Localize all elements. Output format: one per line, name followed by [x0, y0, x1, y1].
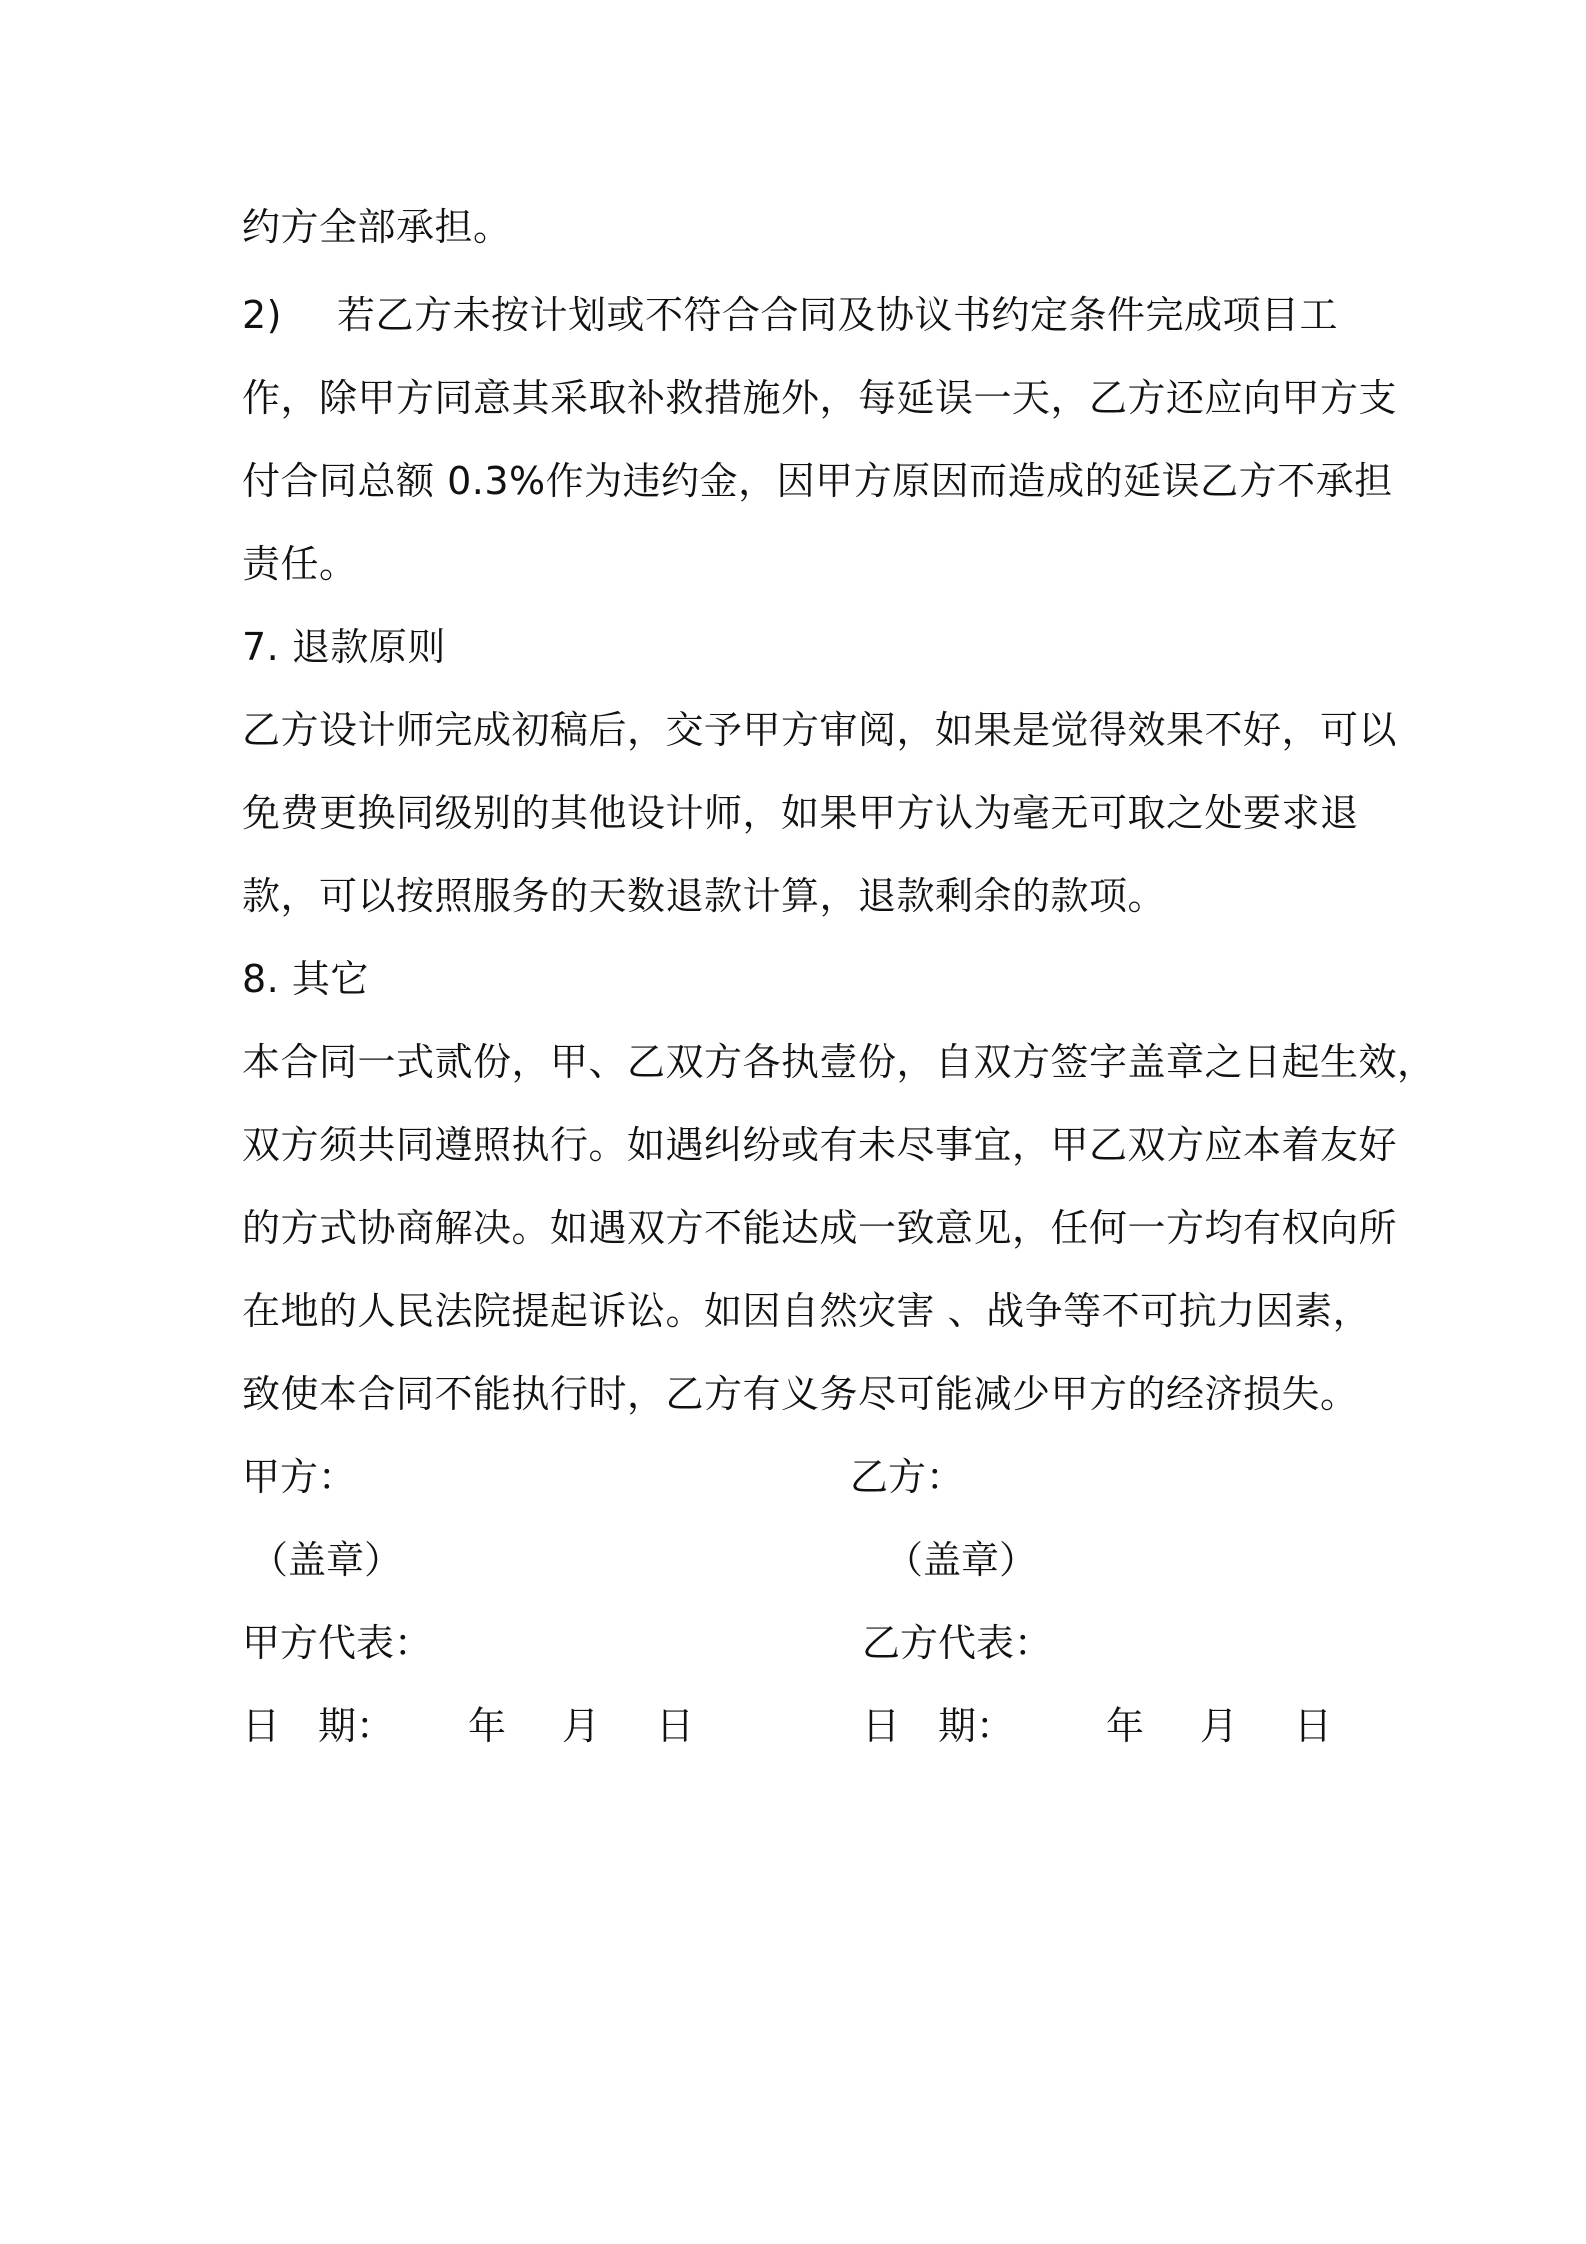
section-heading-other: 8. 其它 [242, 957, 369, 1001]
party-b-date-year: 年 [1106, 1704, 1145, 1748]
paragraph-line: 付合同总额 0.3%作为违约金，因甲方原因而造成的延误乙方不承担 [242, 459, 1393, 503]
paragraph-continuation [242, 202, 1362, 252]
paragraph-line: 双方须共同遵照执行。如遇纠纷或有未尽事宜，甲乙双方应本着友好 [242, 1123, 1398, 1167]
party-a-date-label: 日 期： [242, 1704, 395, 1748]
section-heading-refund: 7. 退款原则 [242, 625, 446, 669]
list-item-text: 若乙方未按计划或不符合合同及协议书约定条件完成项目工 [337, 293, 1339, 337]
paragraph-line: 责任。 [242, 542, 358, 586]
party-b-label: 乙方： [850, 1455, 965, 1499]
party-b-representative: 乙方代表： [862, 1621, 1053, 1665]
paragraph-line: 乙方设计师完成初稿后，交予甲方审阅，如果是觉得效果不好，可以 [242, 708, 1398, 752]
paragraph-line: 的方式协商解决。如遇双方不能达成一致意见，任何一方均有权向所 [242, 1206, 1398, 1250]
party-b-date-month: 月 [1200, 1704, 1239, 1748]
party-b-date-day: 日 [1294, 1704, 1333, 1748]
paragraph-line: 免费更换同级别的其他设计师，如果甲方认为毫无可取之处要求退 [242, 791, 1359, 835]
paragraph-line: 致使本合同不能执行时，乙方有义务尽可能减少甲方的经济损失。 [242, 1372, 1359, 1416]
paragraph-line: 本合同一式贰份，甲、乙双方各执壹份，自双方签字盖章之日起生效， [242, 1040, 1436, 1084]
list-item-2 [242, 290, 1362, 340]
party-a-representative: 甲方代表： [242, 1621, 433, 1665]
paragraph-line: 款，可以按照服务的天数退款计算，退款剩余的款项。 [242, 874, 1167, 918]
list-item-number: 2) [242, 293, 283, 337]
paragraph-text: 约方全部承担。 [242, 205, 512, 249]
party-b-date-label: 日 期： [862, 1704, 1015, 1748]
paragraph-line: 在地的人民法院提起诉讼。如因自然灾害 、战争等不可抗力因素， [242, 1289, 1372, 1333]
paragraph-line: 作，除甲方同意其采取补救措施外，每延误一天，乙方还应向甲方支 [242, 376, 1398, 420]
party-b-seal: （盖章） [885, 1538, 1038, 1582]
party-a-label: 甲方： [242, 1455, 357, 1499]
party-a-seal: （盖章） [250, 1538, 403, 1582]
party-a-date-day: 日 [656, 1704, 695, 1748]
party-a-date-month: 月 [562, 1704, 601, 1748]
party-a-date-year: 年 [468, 1704, 507, 1748]
